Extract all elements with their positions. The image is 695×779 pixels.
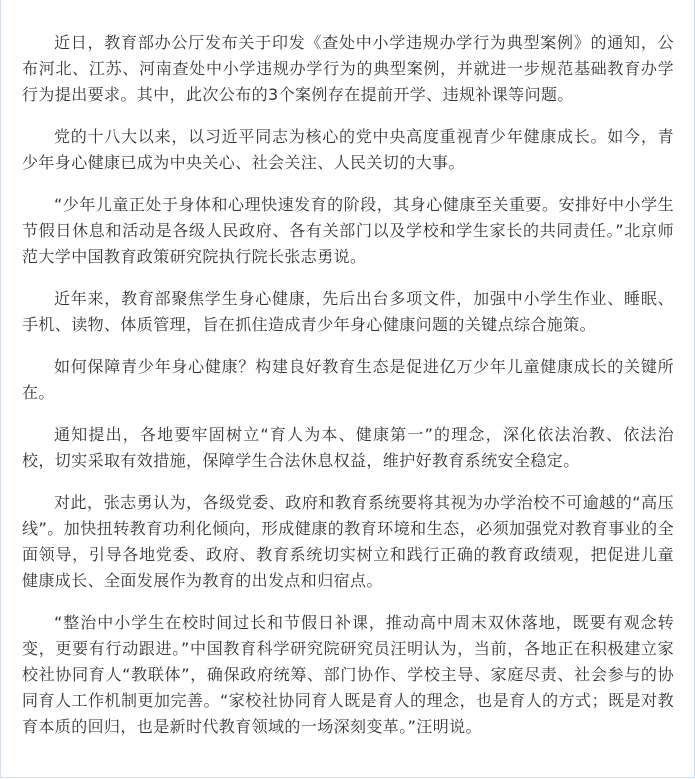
article-body xyxy=(22,30,674,740)
paragraph-6: 通知提出，各地要牢固树立“育人为本、健康第一”的理念，深化依法治教、依法治校，切实采取有效措施，保障学生合法休息权益，维护好教育系统安全稳定。 xyxy=(22,425,674,470)
paragraph-2: 党的十八大以来，以习近平同志为核心的党中央高度重视青少年健康成长。如今，青少年身心健康已成为中央关心、社会关注、人民关切的大事。 xyxy=(22,127,674,172)
paragraph-8: “整治中小学生在校时间过长和节假日补课，推动高中周末双休落地，既要有观念转变，更要有行动跟进。”中国教育科学研究院研究员汪明认为，当前，各地正在积极建立家校社协同育人“教联体”，确保政府统筹、部门协作、学校主导、家庭尽责、社会参与的协同育人工作机制更加完善。“家校社协同育人既是育人的理念，也是育人的方式；既是对教育本质的回归，也是新时代教育领域的一场深刻变革。”汪明说。 xyxy=(22,613,674,736)
paragraph-5: 如何保障青少年身心健康？构建良好教育生态是促进亿万少年儿童健康成长的关键所在。 xyxy=(22,357,674,402)
paragraph-7: 对此，张志勇认为，各级党委、政府和教育系统要将其视为办学治校不可逾越的“高压线”。加快扭转教育功利化倾向，形成健康的教育环境和生态，必须加强党对教育事业的全面领导，引导各地党委、政府、教育系统切实树立和践行正确的教育政绩观，把促进儿童健康成长、全面发展作为教育的出发点和归宿点。 xyxy=(22,493,674,590)
paragraph-3: “少年儿童正处于身体和心理快速发育的阶段，其身心健康至关重要。安排好中小学生节假日休息和活动是各级人民政府、各有关部门以及学校和学生家长的共同责任。”北京师范大学中国教育政策研究院执行院长张志勇说。 xyxy=(22,195,674,266)
paragraph-4: 近年来，教育部聚焦学生身心健康，先后出台多项文件，加强中小学生作业、睡眠、手机、读物、体质管理，旨在抓住造成青少年身心健康问题的关键点综合施策。 xyxy=(22,289,674,334)
paragraph-1: 近日，教育部办公厅发布关于印发《查处中小学违规办学行为典型案例》的通知，公布河北、江苏、河南查处中小学违规办学行为的典型案例，并就进一步规范基础教育办学行为提出要求。其中，此次公布的3个案例存在提前开学、违规补课等问题。 xyxy=(22,33,674,104)
